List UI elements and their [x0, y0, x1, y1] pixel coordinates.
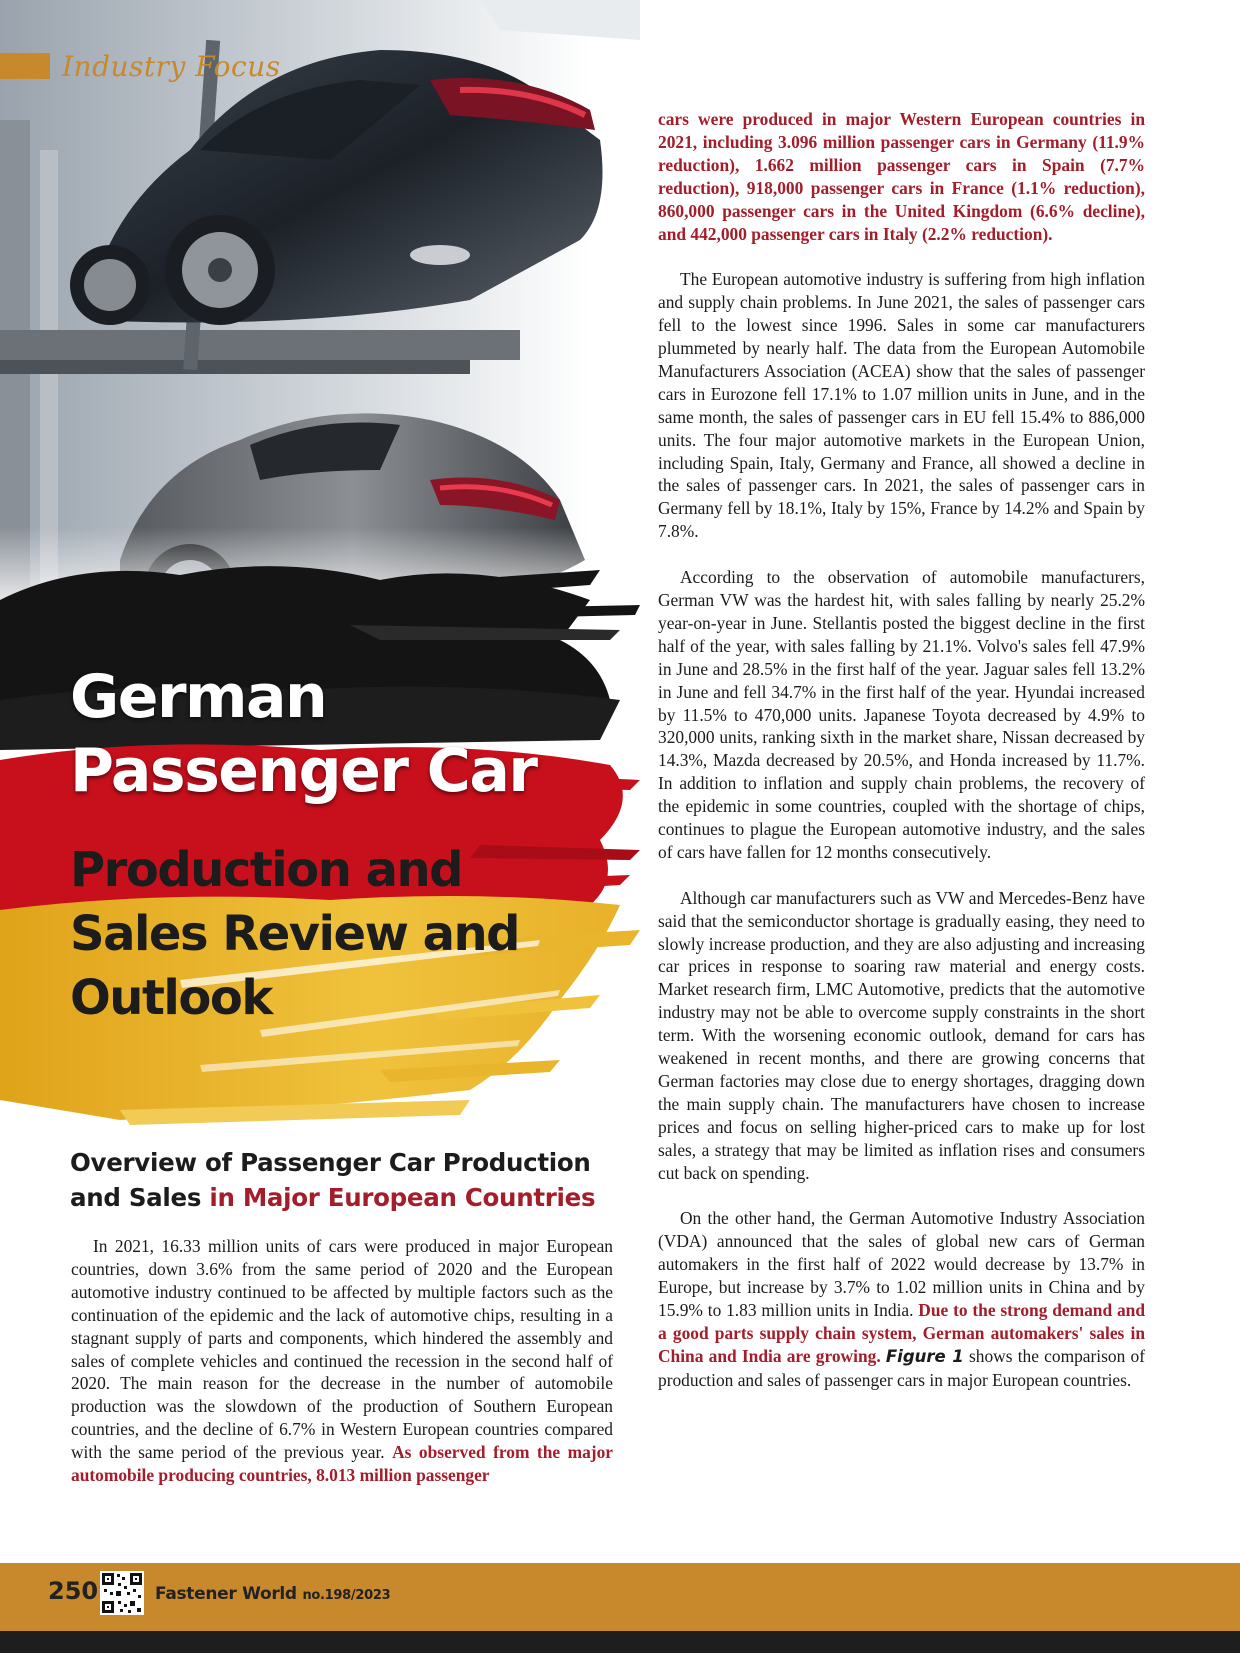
paragraph-5-end: shows the comparison of production and sales of passenger cars in major European countries.: [658, 1345, 1145, 1390]
magazine-name: [155, 1584, 390, 1604]
left-text-column: [71, 1235, 613, 1510]
section-tag-bar: [0, 53, 50, 79]
page-number: 250: [48, 1577, 99, 1605]
figure-reference: Figure 1: [885, 1346, 964, 1366]
paragraph-1-continued: [658, 108, 1145, 245]
paragraph-4: Although car manufacturers such as VW and Mercedes-Benz have said that the semiconductor shortage is gradually easing, they need to slowly increase production, and they are also adjusting and increasing car prices in response to soaring raw material and energy costs. Market research firm, LMC Automotive, predicts that the automotive industry may not be able to overcome supply constraints in the short term. With the worsening economic outlook, demand for cars has weakened in recent months, and there are growing concerns that German factories may close due to energy shortages, dragging down the main supply chain. The manufacturers have chosen to increase prices and focus on selling higher-priced cars to make up for lost sales, a strategy that may be limited as inflation rises and consumers cut back on spending.: [658, 887, 1145, 1183]
overview-heading-part1: Overview of Passenger Car Production and Sales: [70, 1148, 591, 1212]
paragraph-5: [658, 1207, 1145, 1391]
article-subtitle: Production and Sales Review and Outlook: [70, 842, 520, 1026]
paragraph-1-highlight: As observed from the major automobile producing countries, 8.013 million passenger: [71, 1442, 613, 1486]
section-tag: [0, 49, 281, 83]
section-label: Industry Focus: [62, 49, 281, 83]
paragraph-1-text: In 2021, 16.33 million units of cars were produced in major European countries, down 3.6% from the same period of 2020 and the European automotive industry continued to be affected by multiple factors such as the continuation of the epidemic and the lack of automotive chips, resulting in a stagnant supply of parts and components, which hindered the assembly and sales of complete vehicles and continued the recession in the second half of 2020. The main reason for the decrease in the number of automobile production was the slowdown of the production of Southern European countries, and the decline of 6.7% in Western European countries compared with the same period of the previous year.: [71, 1236, 613, 1463]
qr-code-icon[interactable]: [100, 1571, 144, 1615]
issue-number: no.198/2023: [302, 1588, 391, 1603]
magazine-title: Fastener World: [155, 1584, 297, 1604]
page-footer: [0, 1563, 1240, 1653]
paragraph-3: According to the observation of automobile manufacturers, German VW was the hardest hit, with sales falling by nearly 25.2% year-on-year in June. Stellantis posted the biggest decline in the first half of the year, with sales falling by 21.1%. Volvo's sales fell 47.9% in June and 28.5% in the first half of the year. Jaguar sales fell 13.2% in June and fell 34.7% in the first half of the year. Hyundai increased by 11.5% to 470,000 units. Japanese Toyota decreased by 4.9% to 320,000 units, ranking sixth in the market share, Nissan decreased by 14.3%, Mazda decreased by 20.5%, and Honda increased by 11.7%. In addition to inflation and supply chain problems, the recovery of the epidemic in some countries, coupled with the shortage of chips, continues to plague the European automotive industry, and the sales of cars have fallen for 12 months consecutively.: [658, 567, 1145, 862]
paragraph-1: [71, 1235, 613, 1487]
paragraph-1-highlight-cont: cars were produced in major Western European countries in 2021, including 3.096 million passenger cars in Germany (11.9% reduction), 1.662 million passenger cars in Spain (7.7% reduction), 918,000 passenger cars in France (1.1% reduction), 860,000 passenger cars in the United Kingdom (6.6% decline), and 442,000 passenger cars in Italy (2.2% reduction).: [658, 109, 1145, 244]
overview-heading: [70, 1145, 630, 1215]
paragraph-5-text: On the other hand, the German Automotive Industry Association (VDA) announced that the sales of global new cars of German automakers in the first half of 2022 would decrease by 13.7% in Europe, but increase by 3.7% to 1.02 million units in China and by 15.9% to 1.83 million units in India.: [658, 1208, 1145, 1321]
overview-heading-part2: in Major European Countries: [209, 1183, 596, 1212]
article-title: German Passenger Car: [70, 662, 537, 806]
footer-dark-band: [0, 1631, 1240, 1653]
right-text-column: [658, 108, 1145, 1415]
paragraph-5-highlight: Due to the strong demand and a good parts supply chain system, German automakers' sales in China and India are growing.: [658, 1300, 1145, 1366]
paragraph-2: The European automotive industry is suffering from high inflation and supply chain problems. In June 2021, the sales of passenger cars fell to the lowest since 1996. Sales in some car manufacturers plummeted by nearly half. The data from the European Automobile Manufacturers Association (ACEA) show that the sales of passenger cars in Eurozone fell 17.1% to 1.07 million units in June, and in the same month, the sales of passenger cars in EU fell 15.4% to 886,000 units. The four major automotive markets in the European Union, including Spain, Italy, Germany and France, all showed a decline in the sales of passenger cars. In 2021, the sales of passenger cars in Germany fell by 18.1%, Italy by 15%, France by 14.2% and Spain by 7.8%.: [658, 269, 1145, 542]
